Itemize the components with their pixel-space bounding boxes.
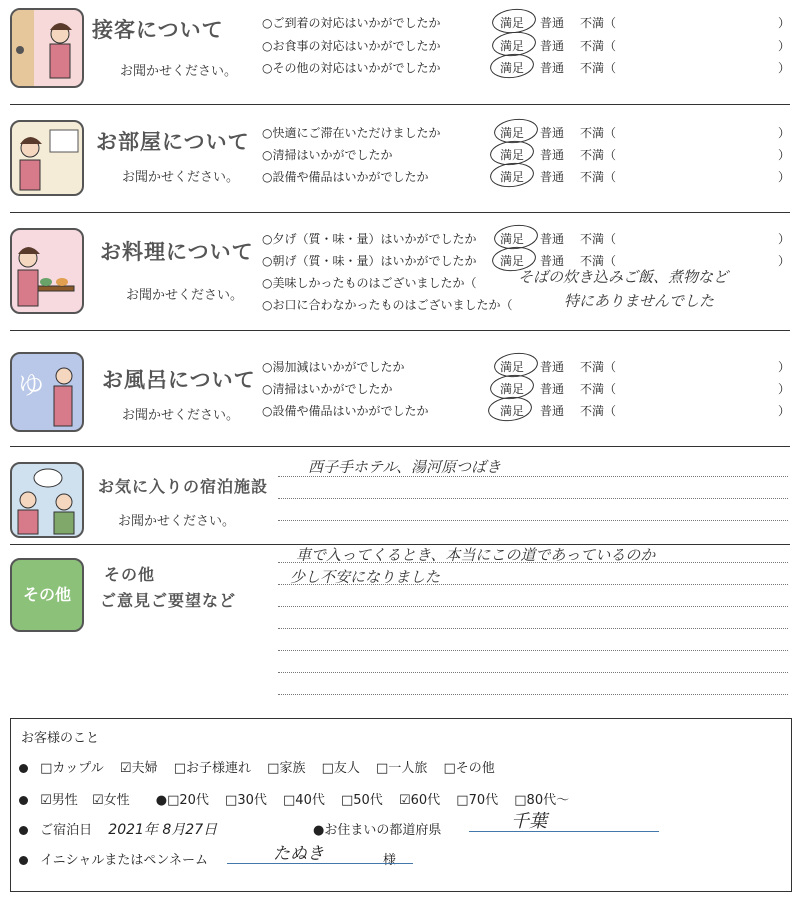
chat-people-icon: [12, 464, 82, 536]
bullet-icon: [19, 764, 28, 773]
checkbox-age-20s[interactable]: ●□20代: [155, 793, 209, 808]
question: ○清掃はいかがでしたか: [262, 148, 393, 162]
answer-line: [278, 476, 788, 477]
checkbox-age-70s[interactable]: □70代: [456, 793, 499, 808]
section-title: お料理について: [100, 240, 254, 264]
selected-circle: [489, 161, 535, 189]
handwritten-answer: 特にありませんでした: [564, 292, 715, 310]
checkbox-family[interactable]: □家族: [267, 761, 306, 776]
question: ○ご到着の対応はいかがでしたか: [262, 16, 441, 30]
checkbox-female[interactable]: ☑女性: [91, 793, 130, 808]
option-satisfied[interactable]: 満足: [500, 254, 525, 268]
answer-line: [278, 498, 788, 499]
question: ○清掃はいかがでしたか: [262, 382, 393, 396]
question: ○設備や備品はいかがでしたか: [262, 404, 429, 418]
name-value[interactable]: たぬき: [273, 844, 324, 864]
paren-close: ）: [778, 382, 791, 396]
bullet-icon: [19, 826, 28, 835]
answer-line: [278, 562, 788, 563]
other-badge: [10, 558, 84, 632]
option-unsatisfied[interactable]: 不満（: [580, 254, 617, 268]
option-satisfied[interactable]: 満足: [500, 39, 525, 53]
checkbox-age-50s[interactable]: □50代: [340, 793, 383, 808]
paren-close: ）: [778, 232, 791, 246]
option-satisfied[interactable]: 満足: [500, 382, 525, 396]
prefecture-underline: [469, 831, 659, 832]
handwritten-answer: 少し不安になりました: [290, 568, 441, 586]
checkbox-age-80s[interactable]: □80代～: [514, 793, 570, 808]
handwritten-answer: 西子手ホテル、湯河原つばき: [308, 458, 502, 476]
food-illustration: [10, 228, 84, 314]
paren-close: ）: [778, 126, 791, 140]
prefecture-label: ●お住まいの都道府県: [313, 823, 442, 838]
option-normal[interactable]: 普通: [540, 61, 565, 75]
other-badge-label: その他: [22, 585, 71, 604]
option-normal[interactable]: 普通: [540, 170, 565, 184]
question: ○設備や備品はいかがでしたか: [262, 170, 429, 184]
section-divider: [10, 446, 790, 447]
section-title-2: ご意見ご要望など: [100, 591, 237, 610]
option-unsatisfied[interactable]: 不満（: [580, 360, 617, 374]
svg-text:ゆ: ゆ: [18, 371, 45, 401]
answer-line: [278, 584, 788, 585]
room-illustration: [10, 120, 84, 196]
answer-line: [278, 650, 788, 651]
question: ○夕げ（質・味・量）はいかがでしたか: [262, 232, 477, 246]
woman-door-icon: [12, 10, 82, 86]
option-unsatisfied[interactable]: 不満（: [580, 148, 617, 162]
option-normal[interactable]: 普通: [540, 16, 565, 30]
favorite-illustration: [10, 462, 84, 538]
stay-date-label: ご宿泊日: [40, 823, 93, 838]
checkbox-couple[interactable]: □カップル: [40, 761, 104, 776]
guest-info-box: [10, 718, 792, 892]
answer-line: [278, 672, 788, 673]
option-normal[interactable]: 普通: [540, 360, 565, 374]
paren-close: ）: [778, 148, 791, 162]
bath-illustration: [10, 352, 84, 432]
paren-close: ）: [778, 39, 791, 53]
paren-close: ）: [778, 404, 791, 418]
checkbox-other[interactable]: □その他: [443, 761, 495, 776]
question: ○その他の対応はいかがでしたか: [262, 61, 441, 75]
option-normal[interactable]: 普通: [540, 126, 565, 140]
handwritten-answer: そばの炊き込みご飯、煮物など: [518, 268, 729, 286]
handwritten-answer: 車で入ってくるとき、本当にこの道であっているのか: [296, 546, 656, 564]
section-title: お部屋について: [96, 130, 250, 154]
section-title: お気に入りの宿泊施設: [98, 477, 269, 496]
paren-close: ）: [778, 16, 791, 30]
option-satisfied[interactable]: 満足: [500, 232, 525, 246]
name-label: イニシャルまたはペンネーム: [40, 853, 208, 868]
section-title: その他: [104, 565, 156, 584]
name-underline: [227, 863, 413, 864]
stay-row: [19, 819, 217, 839]
question: ○湯加減はいかがでしたか: [262, 360, 405, 374]
option-satisfied[interactable]: 満足: [500, 360, 525, 374]
bath-sign-icon: [12, 354, 82, 430]
section-divider: [10, 330, 790, 331]
checkbox-with-children[interactable]: □お子様連れ: [173, 761, 252, 776]
guest-header: お客様のこと: [21, 731, 100, 746]
option-unsatisfied[interactable]: 不満（: [580, 404, 617, 418]
option-unsatisfied[interactable]: 不満（: [580, 232, 617, 246]
option-satisfied[interactable]: 満足: [500, 170, 525, 184]
stay-date-value[interactable]: 2021年 8月27日: [108, 822, 218, 838]
section-subtitle: お聞かせください。: [118, 514, 236, 529]
checkbox-friends[interactable]: □友人: [321, 761, 360, 776]
woman-room-icon: [12, 122, 82, 194]
service-illustration: [10, 8, 84, 88]
answer-line: [278, 606, 788, 607]
paren-close: ）: [778, 254, 791, 268]
option-satisfied[interactable]: 満足: [500, 404, 525, 418]
answer-line: [278, 694, 788, 695]
option-unsatisfied[interactable]: 不満（: [580, 126, 617, 140]
option-normal[interactable]: 普通: [540, 404, 565, 418]
paren-close: ）: [778, 170, 791, 184]
bullet-icon: [19, 856, 28, 865]
question: ○お口に合わなかったものはございましたか（: [262, 298, 513, 312]
option-unsatisfied[interactable]: 不満（: [580, 382, 617, 396]
option-normal[interactable]: 普通: [540, 382, 565, 396]
paren-close: ）: [778, 61, 791, 75]
paren-close: ）: [778, 360, 791, 374]
section-divider: [10, 212, 790, 213]
section-subtitle: お聞かせください。: [122, 170, 240, 185]
name-row: [19, 849, 208, 868]
question: ○お食事の対応はいかがでしたか: [262, 39, 441, 53]
gender-age-row: [19, 789, 569, 808]
section-subtitle: お聞かせください。: [120, 64, 238, 79]
option-satisfied[interactable]: 満足: [500, 126, 525, 140]
option-normal[interactable]: 普通: [540, 232, 565, 246]
companion-row: [19, 757, 495, 776]
option-satisfied[interactable]: 満足: [500, 61, 525, 75]
name-suffix: 様: [383, 853, 397, 868]
option-normal[interactable]: 普通: [540, 254, 565, 268]
checkbox-age-40s[interactable]: □40代: [283, 793, 325, 808]
checkbox-male[interactable]: ☑男性: [40, 793, 78, 808]
section-subtitle: お聞かせください。: [122, 408, 240, 423]
section-title: 接客について: [92, 18, 224, 42]
checkbox-married[interactable]: ☑夫婦: [119, 761, 158, 776]
checkbox-age-30s[interactable]: □30代: [225, 793, 267, 808]
prefecture-value[interactable]: 千葉: [511, 811, 547, 832]
checkbox-age-60s[interactable]: ☑60代: [398, 793, 441, 808]
selected-circle: [489, 52, 535, 80]
bullet-icon: [19, 796, 28, 805]
answer-line: [278, 628, 788, 629]
question: ○美味しかったものはございましたか（: [262, 276, 477, 290]
option-normal[interactable]: 普通: [540, 148, 565, 162]
option-unsatisfied[interactable]: 不満（: [580, 16, 617, 30]
option-unsatisfied[interactable]: 不満（: [580, 170, 617, 184]
section-divider: [10, 104, 790, 105]
checkbox-solo[interactable]: □一人旅: [376, 761, 428, 776]
question: ○快適にご滞在いただけましたか: [262, 126, 441, 140]
option-satisfied[interactable]: 満足: [500, 16, 525, 30]
woman-tray-icon: [12, 230, 82, 312]
option-unsatisfied[interactable]: 不満（: [580, 61, 617, 75]
option-satisfied[interactable]: 満足: [500, 148, 525, 162]
answer-line: [278, 520, 788, 521]
question: ○朝げ（質・味・量）はいかがでしたか: [262, 254, 477, 268]
option-normal[interactable]: 普通: [540, 39, 565, 53]
selected-circle: [487, 395, 533, 423]
section-subtitle: お聞かせください。: [126, 288, 244, 303]
option-unsatisfied[interactable]: 不満（: [580, 39, 617, 53]
section-title: お風呂について: [102, 368, 256, 392]
